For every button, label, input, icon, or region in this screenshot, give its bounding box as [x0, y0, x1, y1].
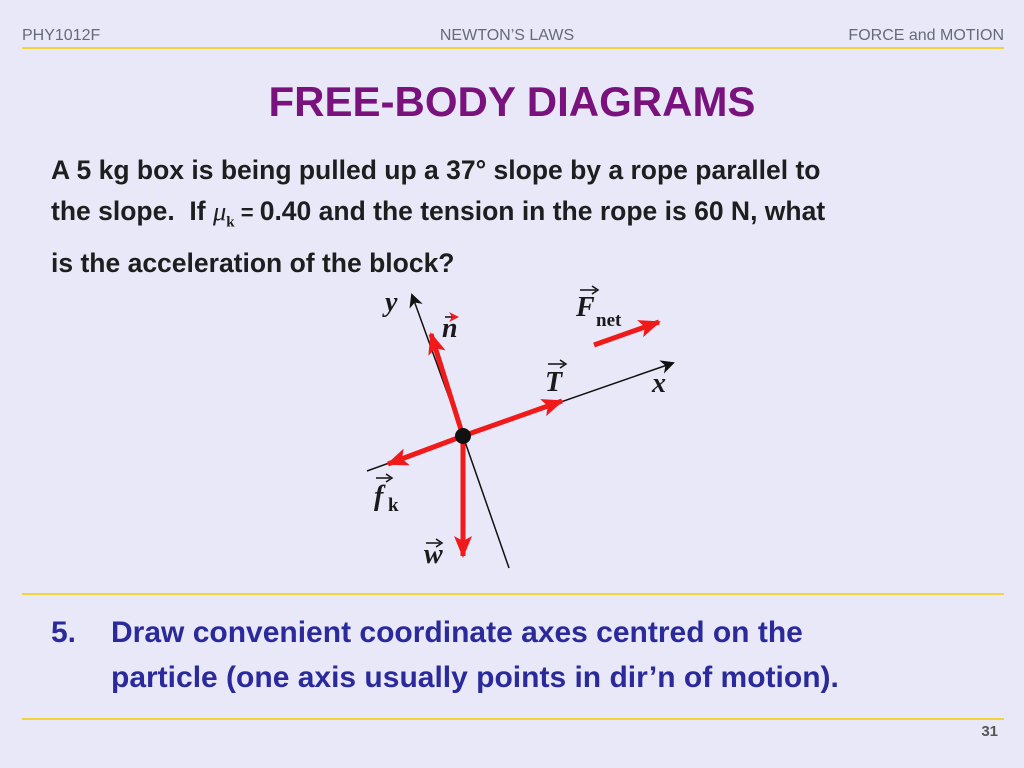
- tension-symbol: T: [545, 367, 563, 398]
- step-line-2: particle (one axis usually points in dir’n of motion).: [111, 661, 839, 694]
- y-axis-label: y: [385, 287, 398, 318]
- footer-rule: [22, 718, 1004, 720]
- equals-sign: =: [234, 200, 260, 225]
- tension-arrow: [463, 401, 562, 436]
- net-force-symbol: F: [576, 292, 595, 323]
- step-text: [111, 610, 981, 700]
- friction-subscript: k: [388, 495, 399, 516]
- topic-title: FORCE and MOTION: [848, 27, 1004, 44]
- friction-arrow: [388, 436, 463, 464]
- step-number: 5.: [51, 616, 77, 649]
- section-title: NEWTON’S LAWS: [439, 27, 575, 44]
- tension-label: [545, 360, 566, 398]
- normal-force-symbol: n: [442, 313, 458, 344]
- problem-line-3: is the acceleration of the block?: [51, 248, 455, 279]
- friction-symbol: f: [374, 481, 384, 512]
- problem-line-1: A 5 kg box is being pulled up a 37° slope by a rope parallel to: [51, 155, 821, 185]
- problem-line-2-end: 0.40 and the tension in the rope is 60 N, what: [259, 196, 826, 226]
- problem-line-2-start: the slope. If: [51, 196, 213, 226]
- step-line-1: Draw convenient coordinate axes centred on the: [111, 616, 803, 649]
- weight-label: [424, 539, 443, 570]
- friction-label: [374, 474, 399, 516]
- particle: [455, 428, 471, 444]
- weight-symbol: w: [424, 539, 443, 570]
- y-axis-negative: [463, 436, 509, 568]
- normal-force-label: [442, 313, 458, 344]
- net-force-subscript: net: [596, 310, 622, 331]
- mu-k-symbol: $\mu_k$: [212, 196, 235, 231]
- net-force-label: [575, 286, 622, 331]
- page-number: 31: [981, 723, 998, 740]
- step-rule-top: [22, 593, 1004, 595]
- slide-title: FREE-BODY DIAGRAMS: [268, 78, 756, 125]
- course-code: PHY1012F: [22, 27, 101, 44]
- normal-force-arrow: [431, 334, 463, 436]
- x-axis-label: x: [652, 368, 666, 399]
